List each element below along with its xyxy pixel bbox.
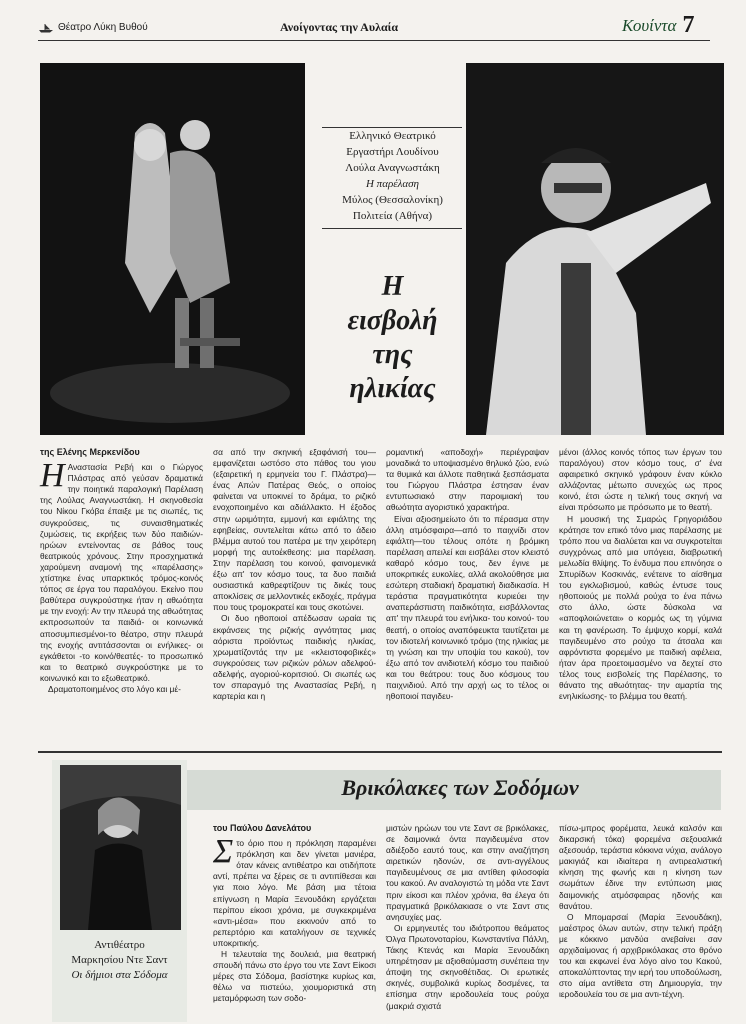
- article1-column-4: [559, 447, 722, 702]
- photo-caption: [52, 938, 187, 983]
- credit-line: Μύλος (Θεσσαλονίκη): [342, 194, 443, 206]
- article1-column-3: [386, 447, 549, 702]
- magazine-name: Κουίντα: [622, 15, 677, 35]
- byline: του Παύλου Δανελάτου: [213, 823, 312, 833]
- paragraph: ρομαντική «αποδοχή» περιέγραψαν μοναδικά το υποψιασμένο θηλυκό ζώο, ενώ τα θυμικά και άλλοτε παθητικά ξεσπάσματα του Γιώργου Πλάστρα έστησαν έναν εντυπωσιακό στην παροιμιακή του αθωότητα αγοριστικό χαρακτήρα.: [386, 447, 549, 513]
- article1-column-1: [40, 447, 203, 695]
- paragraph: Η μουσική της Σμαρώς Γρηγοριάδου κράτησε τον επικό τόνο μιας παρέλασης με τρόπο που να διαλύεται και να συγκροτείται συγχρόνως από μια υπόγεια, διαβρωτική μελωδία θλίψης. Το ένδυμα που επινόησε ο Σπυρίδων Κοσκινάς, ενέτεινε το αίσθημα του εγκλωβισμού, καθώς έντυσε τους ηθοποιούς με πολλά ρούχα το ένα πάνω στο άλλο, ώστε δύσκολα να «αποφλοιώνεται» ο κορμός ως τη γύμνια και τη φανέρωση. Το έμψυχο κορμί, καλά παγιδευμένο στο ρούχο τα άτσαλα και αφρόντιστα φορεμένο με παιδική αφέλεια, ήταν άρα προετοιμασμένο να δεχτεί στο τέλος τους εισβολείς της Παρέλασης, το θάνατο της αθωότητας- την αμαρτία της ενηλικίωσης- το βλέμμα του θεατή.: [559, 513, 722, 702]
- title-line: εισβολή: [347, 305, 438, 336]
- page-number: 7: [682, 12, 695, 38]
- article2-column-3: [559, 823, 722, 1001]
- article1-column-2: [213, 447, 376, 702]
- paragraph: το όριο που η πρόκληση παραμένει πρόκληση και δεν γίνεται μανιέρα, όταν κάνεις αντιθέατρο και οτιδήποτε αντί, πρέπει να ξέρεις σε τι αντιπίθεσαι και για ποιο λόγο. Με βάση μια τέτοια επίγνωση η Μαρία Ξενουδάκη εργάζεται περίπου είκοσι χρόνια, με συγκεκριμένα «αντι-μέσα» που εκκινούν από το ρεπερτόριο και καταλήγουν σε τεχνικές υποκριτικής.: [213, 838, 376, 948]
- production-credits: [320, 128, 465, 224]
- header-left: [38, 22, 148, 33]
- article2-column-1: [213, 823, 376, 1005]
- drop-cap: Σ: [213, 833, 234, 871]
- article-title: [320, 270, 465, 406]
- photo-caption-box: [52, 760, 187, 1022]
- paragraph: Ο Μπομαρσαί (Μαρία Ξενουδάκη), μαέστρος όλων αυτών, στην τελική πράξη με κόκκινο μανδύα ανεβαίνει σαν αρχιδαίμονας ή αρχιβρικόλακας στο θρόνο του και εκφωνεί ένα λόγο αίνο του Κακού, αποκαλύπτοντας την ιερή του υποδούλωση, στο αίμα αντίθετα στη Δημιουργία, την ιεροδουλεία του σε μια αντι-τέχνη.: [559, 911, 722, 1000]
- header-rule: [38, 40, 710, 41]
- article2-column-2: [386, 823, 549, 1012]
- section-divider: [38, 751, 722, 753]
- title-line: Η: [381, 271, 404, 302]
- header-left-text: Θέατρο Λύκη Βυθού: [58, 22, 148, 33]
- paragraph: πίσω-μπρος φορέματα, λευκά καλσόν και δικαρσική τόκα) φορεμένα σεξουαλικά αξεσουάρ, τεράστια κόκκινα νύχια, ανάλογο μακιγιάζ και ιδιαίτερα η αντιρεαλιστική κίνηση της φωνής και η κίνηση των σωμάτων έδινε την εντύπωση μιας δαιμονικής ατμόσφαιρας ηδονής και θανάτου.: [559, 823, 722, 911]
- caption-line: Αντιθέατρο: [94, 939, 145, 951]
- paragraph: μιστών ηρώων του ντε Σαντ σε βρικόλακες, σε δαιμονικά όντα παγιδευμένα στον αδιέξοδο εαυτό τους, και στην αναζήτηση αιρετικών ηδονών, σε αντι-αγγέλους παγιδευμένους σε μια αντίθεη φιλοσοφία του κακού. Αν αναλογιστώ τη μόδα ντε Σαντ πριν είκοσι και πλέον χρόνια, θα έλεγα ότι πραγματικά βρικόλακιασε ο ντε Σαντ στις ανησυχίες μας.: [386, 823, 549, 922]
- credit-line: Εργαστήρι Λουδίνου: [346, 146, 439, 158]
- paragraph: Οι ερμηνευτές του ιδιότροπου θεάματος Όλγα Πρωτονοταρίου, Κωνσταντίνα Πάλλη, Τάκης Κτενάς και Μαρία Ξενουδάκη υπηρέτησαν με αξιοθαύμαστη συνέπεια την άποψη της σκηνοθέτιδας. Οι ερωτικές σκηνές, συμβολικά κυρίως δοσμένες, τα επίσημα στην ιεροδουλεία τους ρούχα (μακριά σχιστά: [386, 922, 549, 1011]
- paragraph: μένοι (άλλος κοινός τόπος των έργων του παραλόγου) στον κόσμο τους, σ' ένα αφαιρετικό σκηνικό γράφουν έναν κύκλο αλλάζοντας μέτωπο συνεχώς ως προς κοινό, έτσι ώστε η τελική τους σκηνή να είναι πρόσωπο με πρόσωπο με το θεατή.: [559, 447, 722, 513]
- paragraph: Είναι αξιοσημείωτο ότι το πέρασμα στην άλλη ατμόσφαιρα—από το παιχνίδι στον εφιάλτη—του τέλους οπότε η βρόμικη παρέλαση απειλεί και εισβάλει στον κλειστό καθαρό κόσμο τους, δεν έγινε με υποκριτικές ευκολίες, αλλά ακολούθησε μια εσώτερη σταδιακή δραματική διαδικασία. Η τεράστια πραγματικότητα κυριεύει την αναπεράσπιστη παιδικότητα, εισβάλλοντας απ' την πλευρά του ενήλικα- του κοινού- του θεατή, ο οποίος αναπόφευκτα ταυτίζεται με τον ιδιοτελή κοινωνικό τρόμο (της ηλικίας με τη γνώση και την υποψία του κακού), τον έξω από τον ανιδιοτελή κόσμο του παιδιού και του θεάτρου: τους δυο κόσμους του παιχνιδιού. Από την αρχή ως το τέλος οι ηθοποιοί παγιδευ-: [386, 513, 549, 702]
- credit-line: Πολιτεία (Αθήνα): [352, 210, 433, 222]
- drop-cap: Η: [40, 457, 65, 495]
- actress-photo: [60, 765, 181, 930]
- credit-line: Η παρέλαση: [365, 178, 419, 190]
- paragraph: σα από την σκηνική εξαφάνισή του—εμφανίζεται ωστόσο στο πάθος του γιου (εξαιρετική η ερμηνεία του Γ. Πλάστρα)—ένας Απών Πατέρας Θεός, ο οποίος φαίνεται να υποκινεί το δράμα, το ριζικό ενοχοποιημένο και αδιάλλακτο. Η έξοδος στην ωριμότητα, εμμονή και εφιάλτης της εφηβείας, συντελείται κάτω από το άδειο βλέμμα αυτού του πατέρα με την χειρότερη μορφή της αυτοέκθεσης: μια παρέλαση. Στην παρέλαση του κοινού, φαινομενικά έξω απ' τον κόσμο τους, τα δυο παιδιά ουσιαστικά καθρεφτίζουν τις δικές τους αποκλίσεις σε μελλοντικές εκδοχές, πράγμα που τους τρομοκρατεί και τους σκοτώνει.: [213, 447, 376, 613]
- caption-line: Μαρκησίου Ντε Σαντ: [71, 954, 168, 966]
- title-line: ηλικίας: [349, 373, 436, 404]
- photo-right: [466, 63, 724, 435]
- credits-rule-bottom: [322, 228, 462, 229]
- title-line: της: [372, 339, 413, 370]
- paragraph: Δραματοποιημένος στο λόγο και μέ-: [48, 683, 181, 694]
- section-header: Ανοίγοντας την Αυλαία: [280, 20, 399, 34]
- article2-title: Βρικόλακες των Σοδόμων: [341, 775, 579, 800]
- photo-left: [40, 63, 305, 435]
- byline: της Ελένης Μερκενίδου: [40, 447, 140, 457]
- paragraph: Αναστασία Ρεβή και ο Γιώργος Πλάστρας από γεύσαν δραματικά την ποιητικά παραλογική Παρέλαση της Λούλας Αναγνωστάκη. Η σκηνοθεσία του Νίκου Γκόβα έπαιξε με τις σιωπές, τις συγκρούσεις, τις συναισθηματικές ζυμώσεις, τις εκρήξεις των δύο παιδιών-ηρώων εντείνοντας σε βάθος τους θεατρικούς χρόνους. Στην προσχηματικά χαρούμενη αναμονή της «παρέλασης» χτίστηκε ένας υπαρκτικός τρόμος-κοινός τόπος σε έργα του παραλόγου. Εκείνο που βαθύτερα συγκρούστηκε ήταν η αθωότητα με την ενοχή: Αν την πλευρά της αθωότητας εκπροσωπούν τα παιδιά- οι κοινωνικά αποσυμπιεσμένοι-το θέατρο, στην πλευρά της ενοχής αντιτάσσονται οι ενήλικες- οι εγκάθετοι -το κοινό/θεατές- το προσωπικό και το θεατρικό συγκρούστηκε με το κοινωνικό και το εξωθεατρικό.: [40, 462, 203, 683]
- paragraph: Οι δυο ηθοποιοί απέδωσαν ωραία τις εκφάνσεις της ριζικής αγνότητας μιας αόριστα προϊόντως παιδικής ηλικίας, χρωματίζοντάς την με «κλειστοφοβικές» συγκρούσεις των ριζικών ρόλων αδελφού-αδελφής, αγοριού-κοριτσιού. Οι σιωπές ως τον σπαραγμό της Αναστασίας Ρεβή, η καρτερία και η: [213, 613, 376, 702]
- ship-logo-icon: [38, 23, 54, 33]
- magazine-masthead: [622, 12, 694, 39]
- credit-line: Λούλα Αναγνωστάκη: [345, 162, 440, 174]
- paragraph: Η τελευταία της δουλειά, μια θεατρική σπουδή πάνω στο έργο του ντε Σαντ Είκοσι μέρες στα Σόδομα, βασίστηκε κυρίως και, θέλω να πιστεύω, χιουμοριστικά στη μεταμόρφωση των σοδο-: [213, 949, 376, 1004]
- credit-line: Ελληνικό Θεατρικό: [349, 130, 436, 142]
- caption-line: Οι δήμιοι στα Σόδομα: [71, 969, 168, 981]
